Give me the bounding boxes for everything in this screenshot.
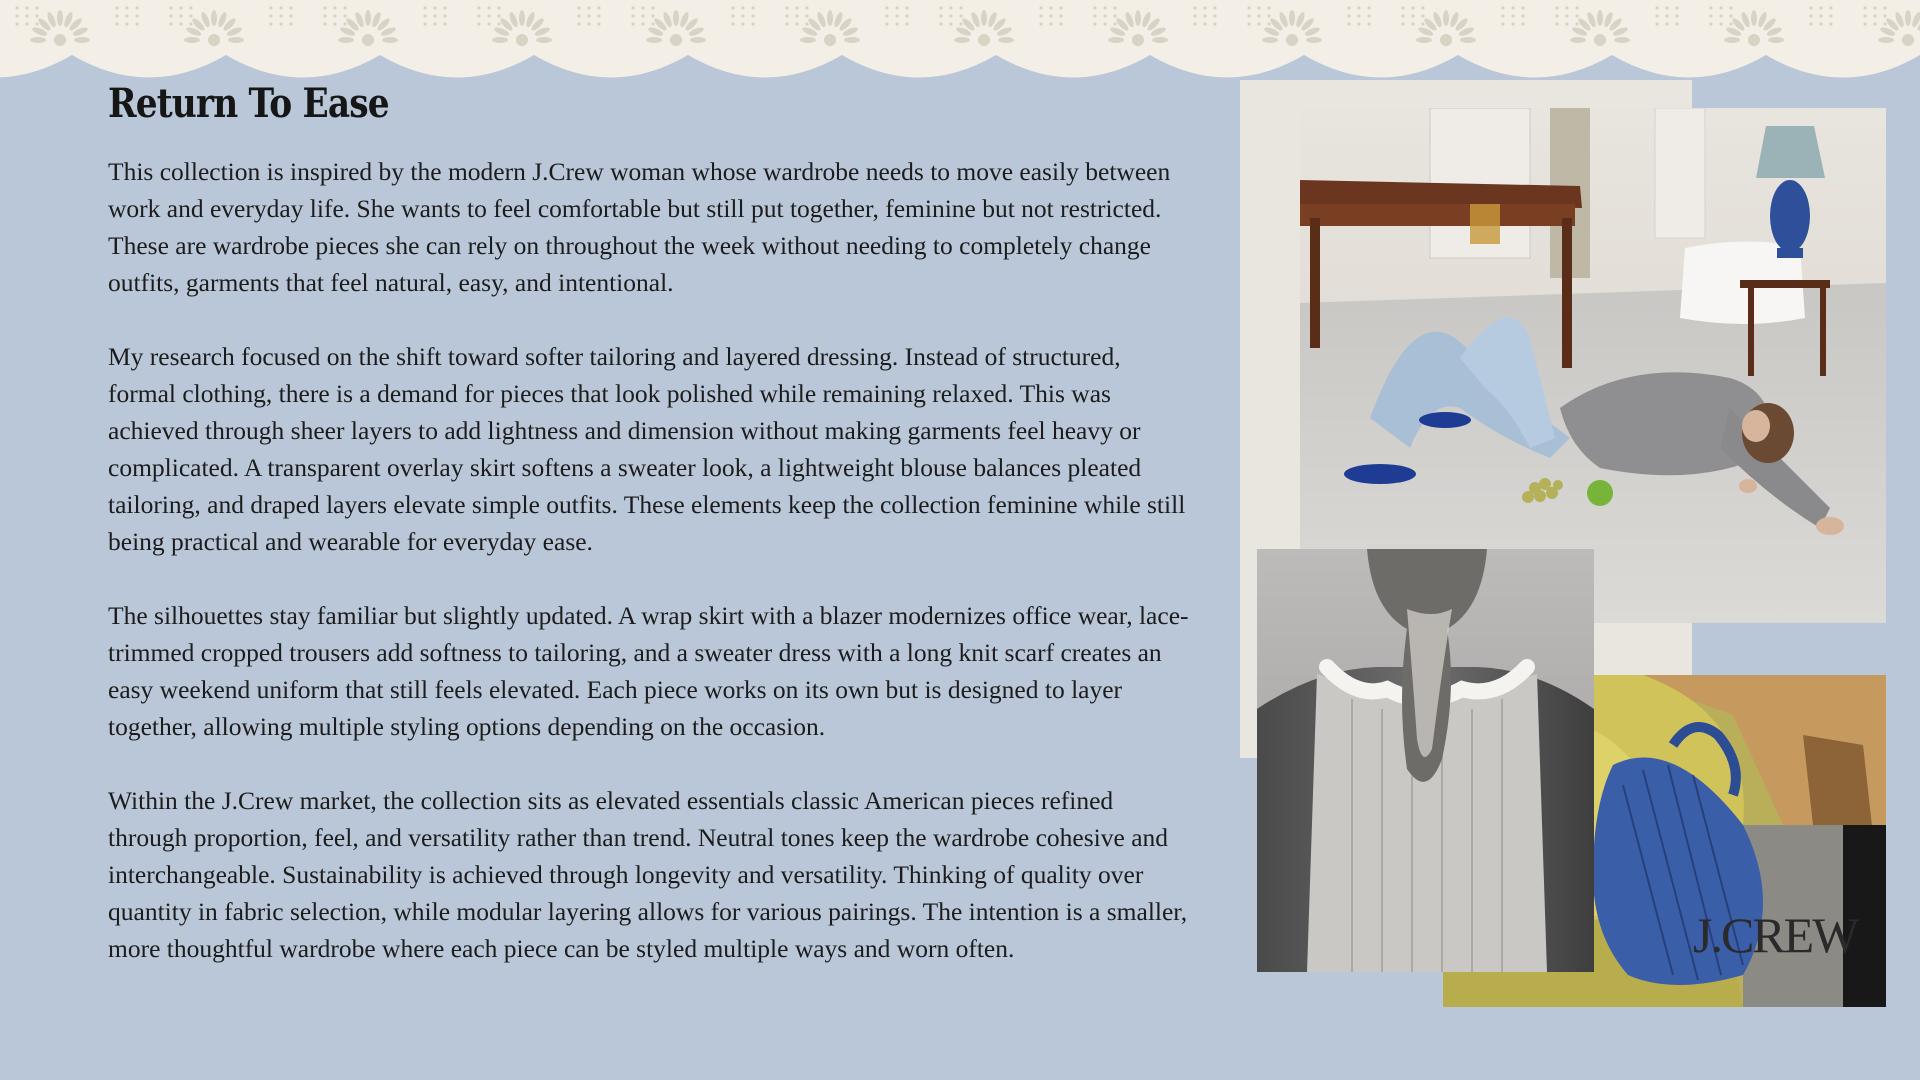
bag-logo-text: J.CREW: [1693, 907, 1858, 963]
page-title: Return To Ease: [108, 80, 389, 127]
paragraph: Within the J.Crew market, the collection sits as elevated essentials classic American pieces refined through proportion, feel, and versatility rather than trend. Neutral tones keep the wardrobe cohesive and interchangeable. Sustainability is achieved through longevity and versatility. Thinking of quality over quantity in fabric selection, while modular layering allows for various pairings. The intention is a smaller, more thoughtful wardrobe where each piece can be styled multiple ways and worn often.: [108, 786, 1188, 963]
paragraph: My research focused on the shift toward softer tailoring and layered dressing. Instead of structured, formal clothing, there is a demand for pieces that look polished while remaining relaxed. This was achieved through sheer layers to add lightness and dimension without making garments feel heavy or complicated. A transparent overlay skirt softens a sweater look, a lightweight blouse balances pleated tailoring, and draped layers elevate simple outfits. These elements keep the collection feminine while still being practical and wearable for everyday ease.: [108, 342, 1186, 556]
photo-woman-back: [1257, 549, 1594, 972]
lace-border: [0, 0, 1920, 84]
photo-woman-on-floor: [1300, 108, 1886, 623]
paragraph: The silhouettes stay familiar but slightly updated. A wrap skirt with a blazer modernizes office wear, lace-trimmed cropped trousers add softness to tailoring, and a sweater dress with a long knit scarf creates an easy weekend uniform that still feels elevated. Each piece works on its own but is designed to layer together, allowing multiple styling options depending on the occasion.: [108, 601, 1189, 741]
paragraph: This collection is inspired by the modern J.Crew woman whose wardrobe needs to move easily between work and everyday life. She wants to feel comfortable but still put together, feminine but not restricted. These are wardrobe pieces she can rely on throughout the week without needing to completely change outfits, garments that feel natural, easy, and intentional.: [108, 157, 1171, 297]
body-text: [108, 153, 1190, 1004]
